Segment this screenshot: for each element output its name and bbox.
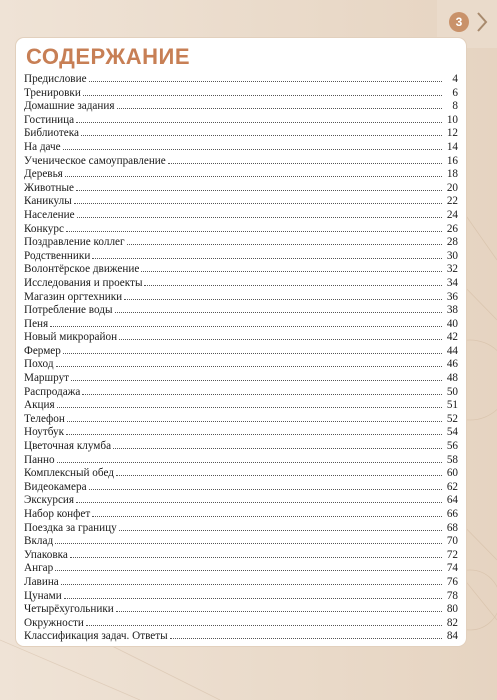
toc-entry-page: 34 [446,276,458,289]
toc-entry [24,425,458,439]
toc-entry [24,194,458,208]
toc-entry [24,466,458,480]
toc-entry [24,629,458,643]
toc-dot-leader [117,99,443,109]
toc-entry [24,222,458,236]
toc-dot-leader [86,616,442,626]
toc-entry-label: Окружности [24,616,84,629]
toc-entry-label: Население [24,208,75,221]
toc-entry [24,371,458,385]
toc-entry-label: На даче [24,140,61,153]
toc-entry-label: Вклад [24,535,54,548]
toc-entry-label: Лавина [24,575,59,588]
toc-entry-page: 46 [446,358,458,371]
toc-entry [24,262,458,276]
toc-entry-page: 56 [446,440,458,453]
toc-entry-label: Ученическое самоуправление [24,154,166,167]
toc-entry-label: Ноутбук [24,426,65,439]
toc-entry-page: 82 [446,616,458,629]
toc-entry [24,99,458,113]
toc-entry-page: 38 [446,304,458,317]
toc-entry-label: Ангар [24,562,54,575]
toc-dot-leader [56,357,442,367]
toc-entry [24,303,458,317]
toc-dot-leader [76,493,442,503]
toc-dot-leader [61,575,442,585]
toc-entry-label: Телефон [24,412,65,425]
toc-dot-leader [76,113,442,123]
toc-entry-page: 4 [452,73,458,85]
toc-entry-page: 16 [446,154,458,167]
toc-entry-label: Библиотека [24,127,79,140]
toc-entry-label: Распродажа [24,385,81,398]
toc-dot-leader [74,194,442,204]
toc-entry-page: 28 [446,236,458,249]
toc-entry-page: 40 [446,317,458,330]
toc-entry-label: Акция [24,399,55,412]
toc-entry-label: Экскурсия [24,494,75,507]
toc-entry [24,602,458,616]
toc-entry [24,113,458,127]
toc-dot-leader [92,249,442,259]
toc-entry-label: Цунами [24,589,62,602]
toc-entry-page: 8 [452,100,458,113]
toc-entry-page: 78 [446,589,458,602]
toc-entry-label: Панно [24,453,55,466]
toc-dot-leader [141,262,442,272]
toc-entry-label: Конкурс [24,222,64,235]
toc-entry-page: 22 [446,195,458,208]
toc-entry-page: 14 [446,140,458,153]
toc-entry [24,317,458,331]
toc-entry [24,507,458,521]
toc-entry-page: 54 [446,426,458,439]
toc-entry [24,72,458,86]
toc-dot-leader [64,589,442,599]
toc-entry [24,357,458,371]
toc-entry-label: Набор конфет [24,508,91,520]
toc-entry-label: Магазин оргтехники [24,290,123,303]
toc-entry-page: 36 [446,290,458,303]
toc-dot-leader [89,480,442,490]
toc-entry-label: Цветочная клумба [24,440,112,453]
toc-dot-leader [57,453,442,463]
toc-entry-page: 80 [446,603,458,616]
toc-dot-leader [83,86,442,96]
toc-entry [24,616,458,630]
toc-dot-leader [63,344,442,354]
toc-entry-label: Пеня [24,317,49,330]
toc-dot-leader [116,602,442,612]
contents-list [24,72,458,643]
toc-entry-label: Животные [24,181,75,194]
toc-entry-page: 32 [446,263,458,276]
toc-entry [24,561,458,575]
toc-entry-label: Исследования и проекты [24,276,143,289]
toc-dot-leader [66,222,442,232]
toc-dot-leader [76,181,442,191]
toc-dot-leader [71,371,442,381]
toc-entry-label: Деревья [24,168,63,181]
toc-entry-page: 58 [446,453,458,466]
toc-entry [24,385,458,399]
toc-entry [24,330,458,344]
toc-dot-leader [55,534,442,544]
toc-dot-leader [70,548,442,558]
contents-title: СОДЕРЖАНИЕ [26,44,191,69]
toc-dot-leader [89,72,442,82]
toc-entry-label: Комплексный обед [24,467,114,480]
toc-entry-page: 44 [446,344,458,357]
toc-dot-leader [124,290,442,300]
toc-entry-page: 66 [446,508,458,520]
toc-entry [24,589,458,603]
toc-entry-page: 51 [446,399,458,412]
toc-entry-label: Предисловие [24,73,87,85]
toc-entry-label: Гостиница [24,113,75,126]
toc-entry [24,493,458,507]
toc-entry-label: Родственники [24,249,91,262]
toc-entry [24,167,458,181]
toc-dot-leader [115,303,443,313]
toc-entry [24,154,458,168]
toc-entry-page: 84 [446,630,458,643]
toc-entry-page: 62 [446,480,458,493]
toc-entry [24,344,458,358]
toc-entry [24,181,458,195]
toc-dot-leader [113,439,442,449]
toc-entry-page: 52 [446,412,458,425]
toc-entry-page: 48 [446,372,458,385]
toc-entry [24,276,458,290]
toc-entry-page: 20 [446,181,458,194]
toc-entry [24,575,458,589]
toc-entry [24,140,458,154]
toc-entry-page: 12 [446,127,458,140]
toc-dot-leader [116,466,442,476]
toc-dot-leader [119,330,442,340]
toc-dot-leader [63,140,442,150]
toc-entry-label: Потребление воды [24,304,113,317]
toc-dot-leader [144,276,442,286]
toc-entry [24,290,458,304]
toc-entry [24,548,458,562]
toc-entry [24,208,458,222]
toc-entry-label: Новый микрорайон [24,331,118,344]
toc-entry [24,398,458,412]
toc-entry-page: 26 [446,222,458,235]
toc-entry [24,86,458,100]
toc-entry-label: Волонтёрское движение [24,263,140,276]
toc-entry [24,439,458,453]
toc-dot-leader [57,398,442,408]
chevron-right-icon [475,10,489,34]
toc-entry-label: Классификация задач. Ответы [24,630,168,643]
toc-dot-leader [168,154,442,164]
toc-entry-label: Видеокамера [24,480,87,493]
toc-entry [24,453,458,467]
contents-card [16,38,466,646]
toc-entry [24,521,458,535]
toc-entry-page: 60 [446,467,458,480]
toc-entry-label: Четырёхугольники [24,603,114,616]
toc-dot-leader [81,126,442,136]
toc-entry-label: Поздравление коллег [24,236,125,249]
toc-entry-page: 72 [446,548,458,561]
toc-dot-leader [127,235,442,245]
toc-dot-leader [92,507,442,517]
toc-entry-page: 64 [446,494,458,507]
toc-entry [24,480,458,494]
toc-dot-leader [55,561,442,571]
page-number-badge: 3 [449,12,469,32]
toc-dot-leader [170,629,442,639]
toc-entry [24,534,458,548]
toc-entry-page: 76 [446,575,458,588]
toc-entry-page: 74 [446,562,458,575]
toc-entry [24,235,458,249]
toc-entry-label: Домашние задания [24,100,115,113]
toc-entry-label: Упаковка [24,548,68,561]
toc-entry-page: 42 [446,331,458,344]
toc-entry-label: Поездка за границу [24,521,117,534]
toc-dot-leader [66,425,442,435]
toc-dot-leader [50,317,442,327]
toc-entry-page: 68 [446,521,458,534]
toc-entry-page: 18 [446,168,458,181]
toc-dot-leader [65,167,442,177]
toc-entry-label: Фермер [24,344,61,357]
toc-entry [24,412,458,426]
toc-dot-leader [77,208,442,218]
toc-entry-page: 24 [446,208,458,221]
toc-entry-label: Тренировки [24,86,81,99]
toc-dot-leader [119,521,442,531]
toc-dot-leader [67,412,442,422]
toc-entry-page: 10 [446,113,458,126]
toc-entry-page: 6 [452,86,458,99]
toc-entry-page: 70 [446,535,458,548]
toc-entry-label: Поход [24,358,54,371]
toc-entry-page: 50 [446,385,458,398]
toc-entry [24,249,458,263]
toc-entry-label: Маршрут [24,372,70,385]
toc-entry-label: Каникулы [24,195,72,208]
toc-entry-page: 30 [446,249,458,262]
toc-dot-leader [82,385,442,395]
toc-entry [24,126,458,140]
